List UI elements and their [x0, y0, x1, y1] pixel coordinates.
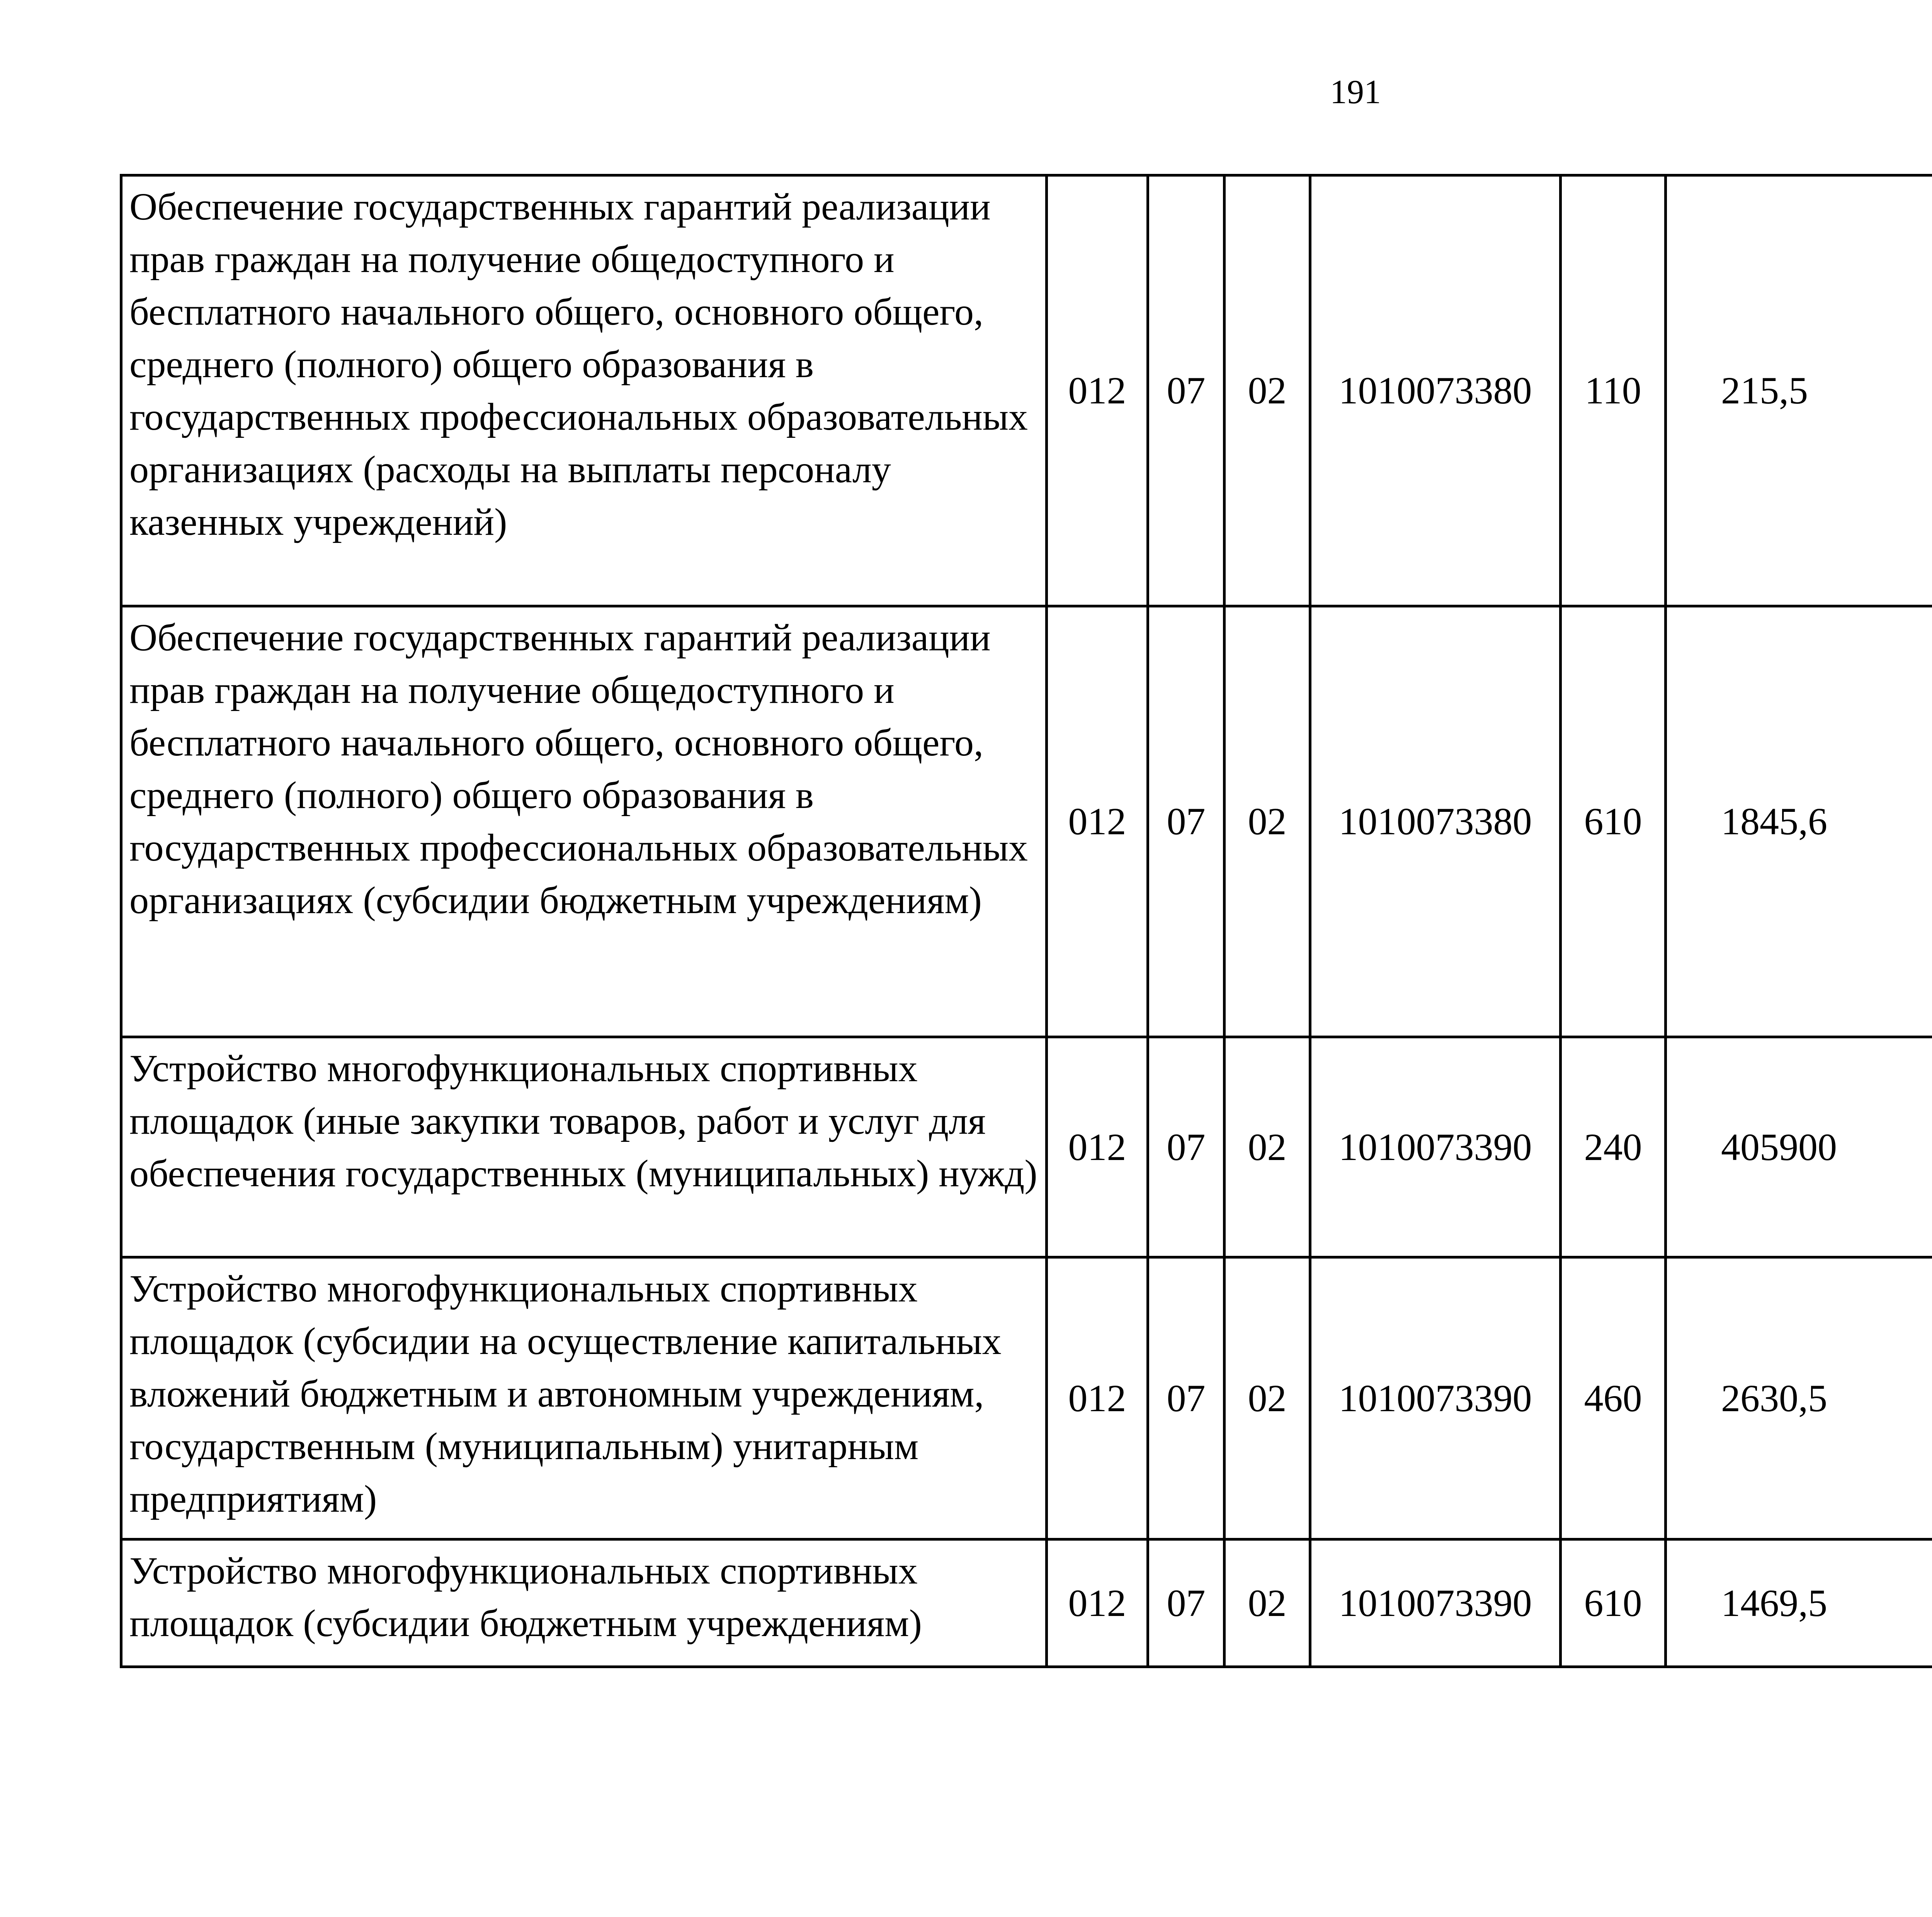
budget-table	[120, 174, 1932, 1668]
amount: 1469,5	[1666, 1539, 1932, 1667]
amount: 2630,5	[1666, 1257, 1932, 1539]
table-row	[121, 1257, 1932, 1539]
row-description: Обеспечение государственных гарантий реализации прав граждан на получение общедоступного и бесплатного начального общего, основного общего, среднего (полного) общего образования в государственных профессиональных образовательных организациях (субсидии бюджетным учреждениям)	[121, 606, 1047, 1037]
table-row	[121, 175, 1932, 606]
subsection-code: 02	[1225, 1257, 1310, 1539]
table-row	[121, 606, 1932, 1037]
ministry-code: 012	[1047, 1037, 1148, 1257]
target-article-code: 1010073390	[1310, 1037, 1561, 1257]
row-description: Обеспечение государственных гарантий реализации прав граждан на получение общедоступного и бесплатного начального общего, основного общего, среднего (полного) общего образования в государственных профессиональных образовательных организациях (расходы на выплаты персоналу казенных учреждений)	[121, 175, 1047, 606]
row-description: Устройство многофункциональных спортивных площадок (субсидии бюджетным учреждениям)	[121, 1539, 1047, 1667]
expense-type-code: 460	[1561, 1257, 1666, 1539]
subsection-code: 02	[1225, 606, 1310, 1037]
subsection-code: 02	[1225, 175, 1310, 606]
amount: 215,5	[1666, 175, 1932, 606]
expense-type-code: 110	[1561, 175, 1666, 606]
section-code: 07	[1148, 1037, 1225, 1257]
target-article-code: 1010073390	[1310, 1539, 1561, 1667]
target-article-code: 1010073390	[1310, 1257, 1561, 1539]
expense-type-code: 610	[1561, 606, 1666, 1037]
section-code: 07	[1148, 1257, 1225, 1539]
section-code: 07	[1148, 1539, 1225, 1667]
subsection-code: 02	[1225, 1539, 1310, 1667]
amount: 405900	[1666, 1037, 1932, 1257]
ministry-code: 012	[1047, 606, 1148, 1037]
expense-type-code: 240	[1561, 1037, 1666, 1257]
row-description: Устройство многофункциональных спортивных площадок (иные закупки товаров, работ и услуг для обеспечения государственных (муниципальных) нужд)	[121, 1037, 1047, 1257]
page-number: 191	[1330, 73, 1381, 111]
section-code: 07	[1148, 175, 1225, 606]
target-article-code: 1010073380	[1310, 606, 1561, 1037]
section-code: 07	[1148, 606, 1225, 1037]
subsection-code: 02	[1225, 1037, 1310, 1257]
target-article-code: 1010073380	[1310, 175, 1561, 606]
ministry-code: 012	[1047, 1257, 1148, 1539]
table-row	[121, 1539, 1932, 1667]
row-description: Устройство многофункциональных спортивных площадок (субсидии на осуществление капитальных вложений бюджетным и автономным учреждениям, государственным (муниципальным) унитарным предприятиям)	[121, 1257, 1047, 1539]
ministry-code: 012	[1047, 1539, 1148, 1667]
ministry-code: 012	[1047, 175, 1148, 606]
table-row	[121, 1037, 1932, 1257]
expense-type-code: 610	[1561, 1539, 1666, 1667]
amount: 1845,6	[1666, 606, 1932, 1037]
